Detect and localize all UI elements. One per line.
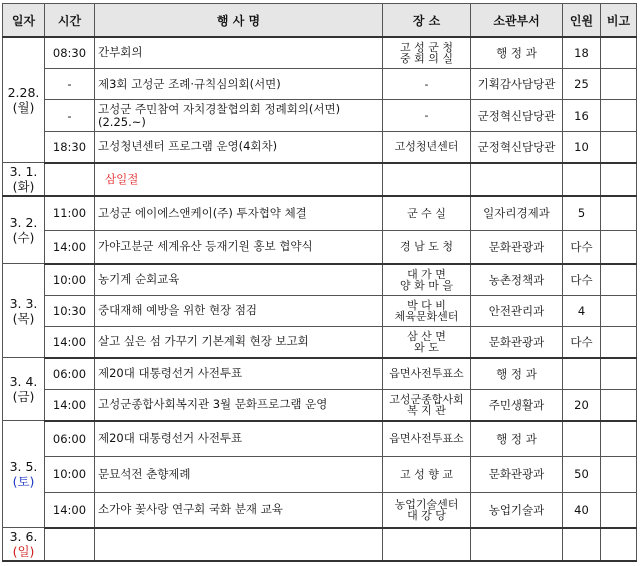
dept-cell xyxy=(471,492,563,528)
dept-cell xyxy=(471,457,563,493)
col-header-place: 장 소 xyxy=(383,4,471,38)
note-cell xyxy=(601,389,637,420)
date-cell xyxy=(3,421,45,528)
place-cell-text: 박 다 비 체육문화센터 xyxy=(394,298,459,323)
table-row xyxy=(3,37,637,68)
event-cell-text: 중대재해 예방을 위한 현장 점검 xyxy=(98,303,258,318)
note-cell xyxy=(601,327,637,358)
date-label: 3. 3. xyxy=(9,295,38,311)
place-cell xyxy=(383,389,471,420)
event-cell-text: 소가야 꽃사랑 연구회 국화 분재 교육 xyxy=(98,502,283,517)
dept-cell xyxy=(471,421,563,457)
note-cell xyxy=(601,295,637,326)
table-row xyxy=(3,230,637,264)
table-row xyxy=(3,421,637,457)
place-cell xyxy=(383,492,471,528)
time-cell-text: 06:00 xyxy=(52,431,87,446)
note-cell xyxy=(601,163,637,197)
note-cell xyxy=(601,421,637,457)
count-cell xyxy=(563,196,601,230)
place-cell xyxy=(383,421,471,457)
weekday-label: (화) xyxy=(12,179,35,195)
weekday-label: (일) xyxy=(12,544,35,560)
event-cell xyxy=(95,457,383,493)
table-row xyxy=(3,389,637,420)
table-row xyxy=(3,264,637,295)
table-row xyxy=(3,528,637,561)
note-cell xyxy=(601,230,637,264)
dept-cell-text: 기획감사담당관 xyxy=(477,77,556,92)
table-row xyxy=(3,358,637,389)
time-cell-text: 14:00 xyxy=(52,334,87,349)
date-cell xyxy=(3,163,45,197)
weekday-label: (월) xyxy=(12,100,35,116)
table-row xyxy=(3,68,637,99)
time-cell xyxy=(45,327,95,358)
event-cell-text: 제20대 대통령선거 사전투표 xyxy=(98,366,243,381)
dept-cell-text: 행 정 과 xyxy=(496,45,537,60)
count-cell-text: 18 xyxy=(574,45,589,60)
note-cell xyxy=(601,457,637,493)
event-cell xyxy=(95,131,383,162)
time-cell-text: 14:00 xyxy=(52,502,87,517)
note-cell xyxy=(601,492,637,528)
time-cell xyxy=(45,100,95,131)
weekday-label: (금) xyxy=(12,389,35,405)
time-cell xyxy=(45,295,95,326)
place-cell xyxy=(383,457,471,493)
count-cell xyxy=(563,230,601,264)
time-cell-text: 10:00 xyxy=(52,272,87,287)
dept-cell-text: 농업기술과 xyxy=(488,502,545,517)
place-cell-text: 고 성 향 교 xyxy=(400,467,453,481)
count-cell xyxy=(563,37,601,68)
event-cell xyxy=(95,163,383,197)
time-cell xyxy=(45,389,95,420)
count-cell xyxy=(563,264,601,295)
event-cell-text: 고성청년센터 프로그램 운영(4회차) xyxy=(98,139,278,154)
count-cell-text: 다수 xyxy=(570,334,593,349)
date-cell xyxy=(3,37,45,163)
dept-cell-text: 농촌정책과 xyxy=(488,272,545,287)
count-cell-text: 10 xyxy=(574,139,589,154)
event-cell xyxy=(95,37,383,68)
time-cell xyxy=(45,492,95,528)
date-cell xyxy=(3,264,45,358)
time-cell-text: 06:00 xyxy=(52,366,87,381)
date-label: 3. 1. xyxy=(9,164,38,180)
event-cell-text: 살고 싶은 섬 가꾸기 기본계획 현장 보고회 xyxy=(98,334,309,349)
dept-cell xyxy=(471,163,563,197)
count-cell-text: 다수 xyxy=(570,272,593,287)
note-cell xyxy=(601,196,637,230)
note-cell xyxy=(601,264,637,295)
count-cell xyxy=(563,131,601,162)
date-label: 2.28. xyxy=(7,85,40,101)
dept-cell-text: 행 정 과 xyxy=(496,366,537,381)
dept-cell xyxy=(471,230,563,264)
count-cell xyxy=(563,68,601,99)
count-cell-text: 40 xyxy=(574,502,589,517)
dept-cell xyxy=(471,358,563,389)
dept-cell xyxy=(471,68,563,99)
table-row xyxy=(3,100,637,131)
time-cell xyxy=(45,37,95,68)
event-cell-text: 제20대 대통령선거 사전투표 xyxy=(98,431,243,446)
time-cell xyxy=(45,264,95,295)
event-cell xyxy=(95,295,383,326)
time-cell xyxy=(45,131,95,162)
dept-cell-text: 군정혁신담당관 xyxy=(477,108,556,123)
count-cell xyxy=(563,100,601,131)
event-cell-text: 삼일절 xyxy=(105,172,139,187)
table-row xyxy=(3,163,637,197)
time-cell xyxy=(45,196,95,230)
count-cell-text: 다수 xyxy=(570,239,593,254)
place-cell-text: 고성청년센터 xyxy=(394,140,459,154)
dept-cell xyxy=(471,528,563,561)
time-cell xyxy=(45,421,95,457)
event-cell xyxy=(95,389,383,420)
weekday-label: (토) xyxy=(12,474,35,490)
date-cell xyxy=(3,528,45,561)
count-cell xyxy=(563,163,601,197)
event-cell-text: 고성군 에이에스앤케이(주) 투자협약 체결 xyxy=(98,205,307,220)
dept-cell-text: 문화관광과 xyxy=(488,239,545,254)
date-label: 3. 5. xyxy=(9,459,38,475)
dept-cell-text: 문화관광과 xyxy=(488,334,545,349)
dept-cell xyxy=(471,327,563,358)
place-cell-text: 읍면사전투표소 xyxy=(389,432,464,446)
col-header-count: 인원 xyxy=(563,4,601,38)
event-cell-text: 농기계 순회교육 xyxy=(98,272,180,287)
dept-cell xyxy=(471,100,563,131)
place-cell-text: 삼 산 면 와 도 xyxy=(407,329,446,354)
table-row xyxy=(3,457,637,493)
event-cell xyxy=(95,421,383,457)
col-header-note: 비고 xyxy=(601,4,637,38)
count-cell xyxy=(563,492,601,528)
count-cell-text: 50 xyxy=(574,467,589,482)
dept-cell-text: 행 정 과 xyxy=(496,431,537,446)
date-cell xyxy=(3,358,45,421)
event-cell xyxy=(95,492,383,528)
place-cell xyxy=(383,131,471,162)
count-cell xyxy=(563,327,601,358)
header-row xyxy=(3,4,637,38)
dept-cell xyxy=(471,196,563,230)
event-cell xyxy=(95,358,383,389)
dept-cell-text: 안전관리과 xyxy=(488,303,545,318)
event-cell-text: 문묘석전 춘향제례 xyxy=(98,466,191,481)
table-row xyxy=(3,295,637,326)
date-cell xyxy=(3,196,45,263)
count-cell xyxy=(563,528,601,561)
place-cell-text: 농업기술센터 대 강 당 xyxy=(394,497,459,522)
col-header-dept: 소관부서 xyxy=(471,4,563,38)
event-cell xyxy=(95,327,383,358)
dept-cell-text: 군정혁신담당관 xyxy=(477,139,556,154)
note-cell xyxy=(601,358,637,389)
weekday-label: (목) xyxy=(12,310,35,326)
count-cell xyxy=(563,358,601,389)
table-row xyxy=(3,327,637,358)
place-cell-text: 군 수 실 xyxy=(407,206,446,220)
count-cell xyxy=(563,295,601,326)
count-cell-text: 25 xyxy=(574,77,589,92)
col-header-date: 일자 xyxy=(3,4,45,38)
event-cell xyxy=(95,196,383,230)
place-cell xyxy=(383,230,471,264)
time-cell-text: 08:30 xyxy=(52,45,87,60)
place-cell xyxy=(383,196,471,230)
time-cell xyxy=(45,230,95,264)
place-cell xyxy=(383,358,471,389)
note-cell xyxy=(601,68,637,99)
time-cell xyxy=(45,163,95,197)
count-cell-text: 16 xyxy=(574,108,589,123)
event-cell-text: 고성군 주민참여 자치경찰협의회 정례회의(서면) (2.25.~) xyxy=(98,101,341,129)
time-cell-text: - xyxy=(67,108,72,123)
time-cell xyxy=(45,68,95,99)
date-label: 3. 6. xyxy=(9,529,38,545)
time-cell-text: 10:30 xyxy=(52,303,87,318)
weekday-label: (수) xyxy=(12,230,35,246)
event-cell-text: 가야고분군 세계유산 등재기원 홍보 협약식 xyxy=(98,239,313,254)
place-cell xyxy=(383,295,471,326)
place-cell-text: 경 남 도 청 xyxy=(400,240,453,254)
dept-cell xyxy=(471,37,563,68)
place-cell-text: - xyxy=(424,109,429,123)
place-cell xyxy=(383,264,471,295)
place-cell xyxy=(383,528,471,561)
time-cell-text: 14:00 xyxy=(52,397,87,412)
count-cell xyxy=(563,457,601,493)
event-cell xyxy=(95,528,383,561)
place-cell-text: 고 성 군 청 중 회 의 실 xyxy=(400,40,453,65)
table-row xyxy=(3,131,637,162)
place-cell xyxy=(383,37,471,68)
dept-cell xyxy=(471,295,563,326)
place-cell xyxy=(383,68,471,99)
event-cell-text: 간부회의 xyxy=(98,45,143,60)
time-cell-text: 11:00 xyxy=(52,206,87,221)
dept-cell-text: 주민생활과 xyxy=(488,397,545,412)
col-header-event: 행 사 명 xyxy=(95,4,383,38)
place-cell xyxy=(383,100,471,131)
time-cell-text: 14:00 xyxy=(52,239,87,254)
schedule-body xyxy=(3,37,637,561)
dept-cell xyxy=(471,264,563,295)
count-cell-text: 4 xyxy=(577,303,586,318)
table-row xyxy=(3,492,637,528)
place-cell xyxy=(383,163,471,197)
schedule-table xyxy=(2,3,637,562)
col-header-time: 시간 xyxy=(45,4,95,38)
event-cell xyxy=(95,68,383,99)
place-cell-text: 대 가 면 양 화 마 을 xyxy=(400,267,453,292)
event-cell xyxy=(95,264,383,295)
date-label: 3. 2. xyxy=(9,215,38,231)
note-cell xyxy=(601,528,637,561)
dept-cell-text: 일자리경제과 xyxy=(483,206,550,221)
event-cell xyxy=(95,100,383,131)
place-cell-text: - xyxy=(424,77,429,91)
count-cell xyxy=(563,421,601,457)
time-cell-text: 18:30 xyxy=(52,139,87,154)
place-cell xyxy=(383,327,471,358)
dept-cell-text: 문화관광과 xyxy=(488,467,545,482)
dept-cell xyxy=(471,389,563,420)
note-cell xyxy=(601,37,637,68)
time-cell xyxy=(45,358,95,389)
count-cell xyxy=(563,389,601,420)
event-cell-text: 제3회 고성군 조례·규칙심의회(서면) xyxy=(98,76,281,91)
note-cell xyxy=(601,100,637,131)
time-cell xyxy=(45,457,95,493)
note-cell xyxy=(601,131,637,162)
table-row xyxy=(3,196,637,230)
time-cell xyxy=(45,528,95,561)
date-label: 3. 4. xyxy=(9,374,38,390)
count-cell-text: 5 xyxy=(577,206,586,221)
time-cell-text: 10:00 xyxy=(52,467,87,482)
place-cell-text: 고성군종합사회 복 지 관 xyxy=(389,392,464,417)
event-cell xyxy=(95,230,383,264)
count-cell-text: 20 xyxy=(574,397,589,412)
event-cell-text: 고성군종합사회복지관 3월 문화프로그램 운영 xyxy=(98,397,328,412)
place-cell-text: 읍면사전투표소 xyxy=(389,367,464,381)
time-cell-text: - xyxy=(67,77,72,92)
dept-cell xyxy=(471,131,563,162)
